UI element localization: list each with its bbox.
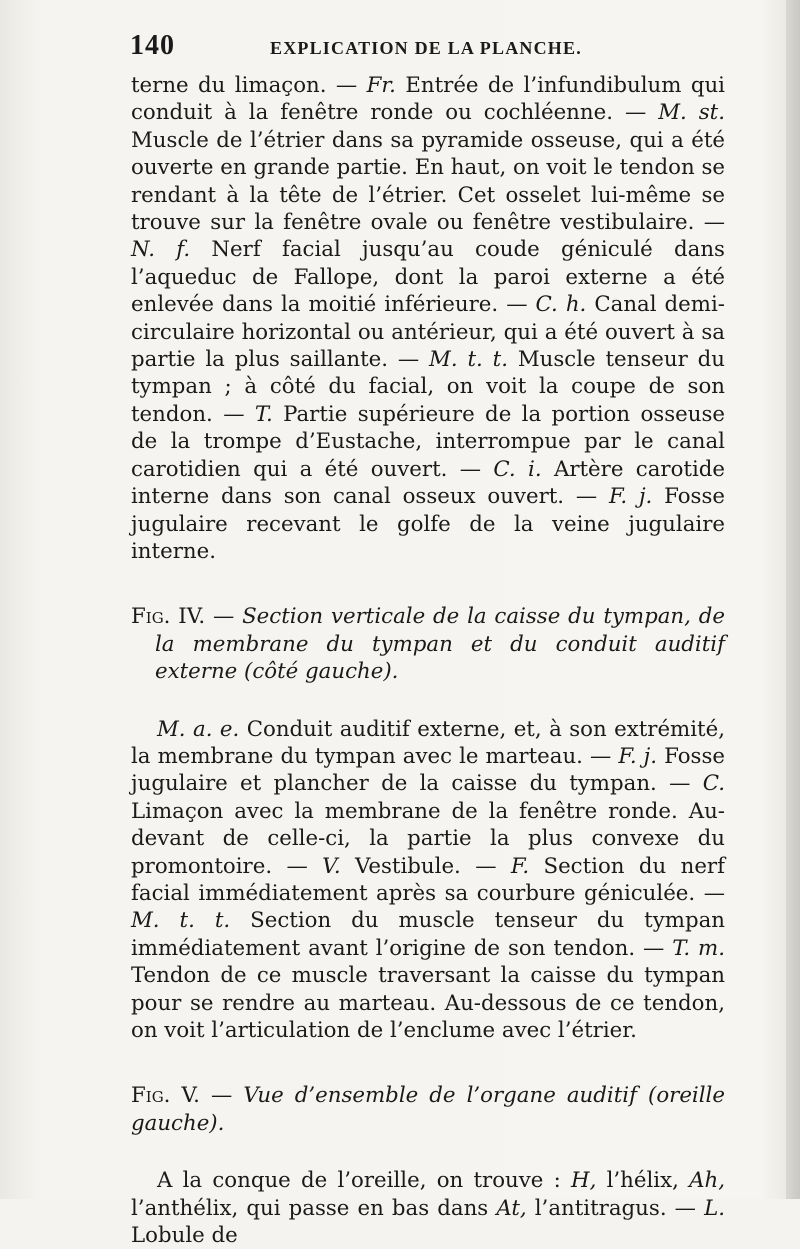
abbrev-n-f: N. f. — [131, 237, 191, 263]
abbrev-f: F. — [510, 853, 530, 879]
figure-title: Section verticale de la caisse du tympan, de la membrane du tympan et du conduit auditif externe (côté gauche). — [155, 604, 725, 685]
figure-label: Fig. IV. — [131, 604, 206, 630]
abbrev-m-a-e: M. a. e. — [157, 716, 240, 742]
paragraph-fig4-description — [131, 716, 725, 1045]
abbrev-f-j: F. j. — [608, 484, 653, 510]
figure-title: Vue d’ensemble de l’organe auditif — [243, 1083, 637, 1109]
text-run: Limaçon avec la membrane de la fenêtre ronde. Au-devant de celle-ci, la partie la plus convexe du promontoire. — — [131, 798, 725, 879]
spacer — [131, 686, 725, 716]
text-run: A la conque de l’oreille, on trouve : — [157, 1168, 572, 1194]
text-run: Muscle tenseur du tympan ; à côté du facial, on voit la coupe de son tendon. — — [131, 347, 725, 427]
text-run: Section du muscle tenseur du tympan immédiatement avant l’origine de son tendon. — — [131, 908, 725, 961]
spacer — [131, 565, 725, 603]
figure-5-caption — [131, 1082, 725, 1137]
figure-title-side: (oreille gauche). — [131, 1083, 725, 1136]
abbrev-h: H, — [571, 1168, 597, 1194]
text-run: Artère carotide interne dans son canal osseux ouvert. — — [131, 456, 726, 510]
text-run: Canal demi-circulaire horizontal ou antérieur, qui a été ouvert à sa partie la plus saillante. — — [131, 292, 725, 373]
text-run: Entrée de l’infundibulum qui conduit à la fenêtre ronde ou cochléenne. — — [131, 73, 725, 126]
text-run: Nerf facial jusqu’au coude géniculé dans l’aqueduc de Fallope, dont la paroi externe a été enlevée dans la moitié inférieure. — — [131, 237, 725, 318]
text-run: Conduit auditif externe, et, à son extrémité, la membrane du tympan avec le marteau. — — [131, 716, 725, 769]
text-run: Vestibule. — — [340, 853, 511, 879]
page-body — [131, 72, 725, 1249]
abbrev-at: At, — [496, 1195, 527, 1221]
abbrev-f-j: F. j. — [618, 743, 658, 769]
abbrev-l: L. — [704, 1195, 725, 1221]
spacer — [131, 1137, 725, 1167]
text-run: Tendon de ce muscle traversant la caisse du tympan pour se rendre au marteau. Au-dessous de ce tendon, on voit l’articulation de l’enclume avec l’étrier. — [131, 963, 725, 1043]
spacer — [131, 1044, 725, 1082]
paragraph-fig3-continuation — [131, 72, 725, 565]
text-run: Fosse jugulaire recevant le golfe de la veine jugulaire interne. — [131, 484, 726, 564]
text-run: Fosse jugulaire et plancher de la caisse du tympan. — — [131, 743, 726, 797]
paragraph-fig5-description — [131, 1167, 725, 1249]
text-run: l’anthélix, qui passe en bas dans — [131, 1195, 497, 1221]
page-number: 140 — [130, 30, 175, 61]
text-run: l’hélix, — [596, 1168, 690, 1194]
text-run: terne du limaçon. — — [131, 73, 367, 98]
text-run: — — [205, 604, 243, 630]
abbrev-m-t-t: M. t. t. — [429, 347, 508, 373]
abbrev-t: T. — [254, 401, 273, 427]
abbrev-c-i: C. i. — [493, 456, 542, 482]
text-run: Lobule de — [131, 1223, 238, 1249]
figure-4-caption — [131, 603, 725, 685]
text-run: Section du nerf facial immédiatement après sa courbure géniculée. — — [131, 853, 725, 906]
abbrev-v: V. — [322, 853, 341, 879]
abbrev-m-t-t: M. t. t. — [131, 908, 231, 934]
text-run: — — [199, 1083, 244, 1109]
abbrev-fr: Fr. — [366, 73, 396, 98]
page-header — [130, 30, 722, 64]
page-gutter-edge — [786, 0, 800, 1199]
running-head: EXPLICATION DE LA PLANCHE. — [270, 38, 582, 58]
abbrev-ah: Ah, — [689, 1168, 725, 1194]
abbrev-c-h: C. h. — [535, 292, 587, 318]
abbrev-t-m: T. m. — [672, 935, 726, 961]
text-run: l’antitragus. — — [526, 1195, 705, 1221]
text-run: Muscle de l’étrier dans sa pyramide osseuse, qui a été ouverte en grande partie. En haut, on voit le tendon se rendant à la tête de l’étrier. Cet osselet lui-même se trouve sur la fenêtre ovale ou fenêtre vestibulaire. — — [131, 127, 725, 236]
figure-label: Fig. V. — [131, 1083, 200, 1109]
abbrev-m-st: M. st. — [658, 100, 725, 126]
abbrev-c: C. — [702, 771, 725, 797]
text-run: Partie supérieure de la portion osseuse de la trompe d’Eustache, interrompue par le canal carotidien qui a été ouvert. — — [131, 401, 726, 482]
